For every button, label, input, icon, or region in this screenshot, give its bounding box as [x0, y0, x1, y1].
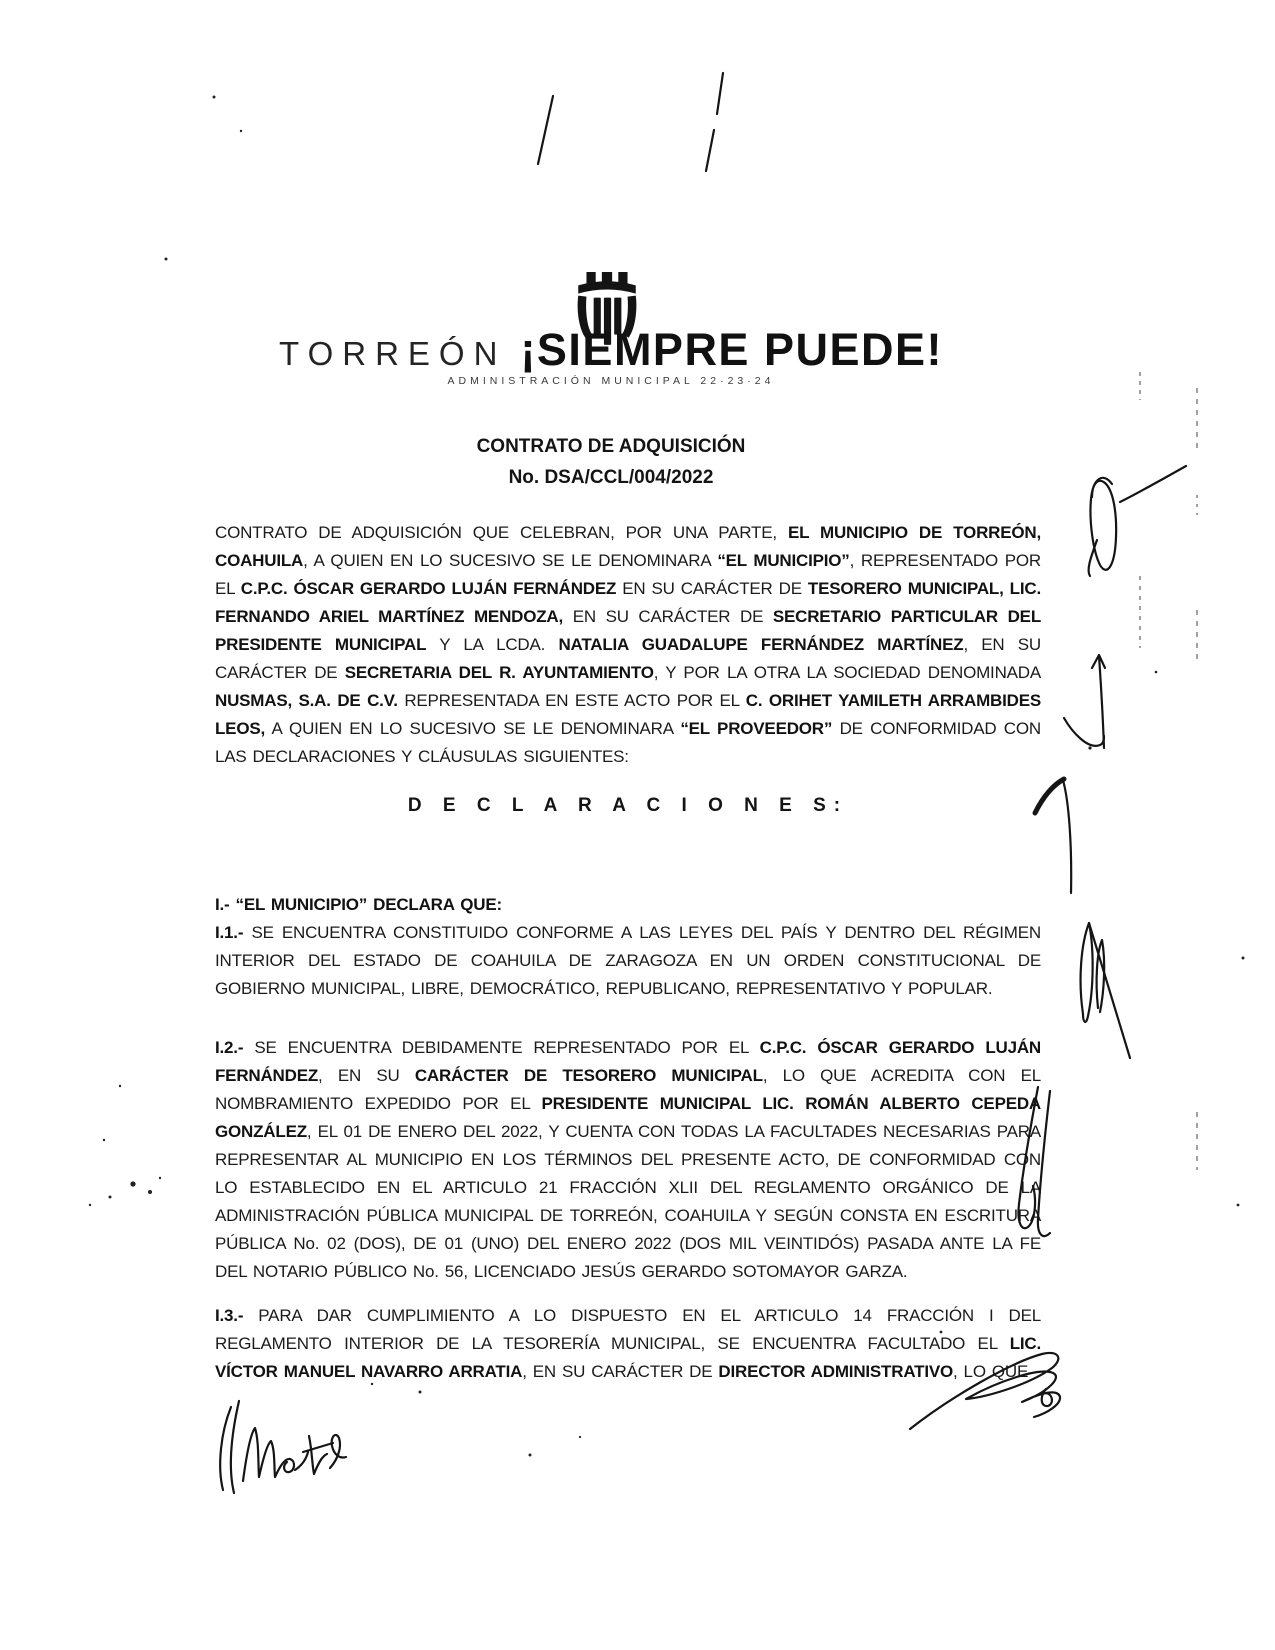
logo-slogan-text: ¡SIEMPRE PUEDE! [520, 324, 943, 375]
clause-i2-paragraph: I.2.- SE ENCUENTRA DEBIDAMENTE REPRESENTADO POR EL C.P.C. ÓSCAR GERARDO LUJÁN FERNÁNDEZ, EN SU CARÁCTER DE TESORERO MUNICIPAL, LO QUE ACREDITA CON EL NOMBRAMIENTO EXPEDIDO POR EL PRESIDENTE MUNICIPAL LIC. ROMÁN ALBERTO CEPEDA GONZÁLEZ, EL 01 DE ENERO DEL 2022, Y CUENTA CON TODAS LA FACULTADES NECESARIAS PARA REPRESENTAR AL MUNICIPIO EN LOS TÉRMINOS DEL PRESENTE ACTO, DE CONFORMIDAD CON LO ESTABLECIDO EN EL ARTICULO 21 FRACCIÓN XLII DEL REGLAMENTO ORGÁNICO DE LA ADMINISTRACIÓN PÚBLICA MUNICIPAL DE TORREÓN, COAHUILA Y SEGÚN CONSTA EN ESCRITURA PÚBLICA No. 02 (DOS), DE 01 (UNO) DEL ENERO 2022 (DOS MIL VEINTIDÓS) PASADA ANTE LA FE DEL NOTARIO PÚBLICO No. 56, LICENCIADO JESÚS GERARDO SOTOMAYOR GARZA. [215, 1038, 1042, 1281]
logo-brand-text: TORREÓN [279, 335, 507, 372]
clause-i3-paragraph: I.3.- PARA DAR CUMPLIMIENTO A LO DISPUESTO EN EL ARTICULO 14 FRACCIÓN I DEL REGLAMENTO INTERIOR DE LA TESORERÍA MUNICIPAL, SE ENCUENTRA FACULTADO EL LIC. VÍCTOR MANUEL NAVARRO ARRATIA, EN SU CARÁCTER DE DIRECTOR ADMINISTRATIVO, LO QUE [215, 1306, 1041, 1381]
contract-number: No. DSA/CCL/004/2022 [508, 467, 714, 488]
document-title-block [0, 431, 1222, 493]
intro-paragraph: CONTRATO DE ADQUISICIÓN QUE CELEBRAN, POR UNA PARTE, EL MUNICIPIO DE TORREÓN, COAHUILA, A QUIEN EN LO SUCESIVO SE LE DENOMINARA “EL MUNICIPIO”, REPRESENTADO POR EL C.P.C. ÓSCAR GERARDO LUJÁN FERNÁNDEZ EN SU CARÁCTER DE TESORERO MUNICIPAL, LIC. FERNANDO ARIEL MARTÍNEZ MENDOZA, EN SU CARÁCTER DE SECRETARIO PARTICULAR DEL PRESIDENTE MUNICIPAL Y LA LCDA. NATALIA GUADALUPE FERNÁNDEZ MARTÍNEZ, EN SU CARÁCTER DE SECRETARIA DEL R. AYUNTAMIENTO, Y POR LA OTRA LA SOCIEDAD DENOMINADA NUSMAS, S.A. DE C.V. REPRESENTADA EN ESTE ACTO POR EL C. ORIHET YAMILETH ARRAMBIDES LEOS, A QUIEN EN LO SUCESIVO SE LE DENOMINARA “EL PROVEEDOR” DE CONFORMIDAD CON LAS DECLARACIONES Y CLÁUSULAS SIGUIENTES: [215, 523, 1042, 766]
margin-check-initial [1064, 655, 1105, 748]
municipio-declara-heading: I.- “EL MUNICIPIO” DECLARA QUE: [215, 895, 502, 914]
margin-double-loop-initial [1081, 923, 1130, 1058]
top-stray-slash-marks [538, 73, 723, 171]
declarations-heading: D E C L A R A C I O N E S: [407, 795, 849, 816]
document-title: CONTRATO DE ADQUISICIÓN [476, 436, 746, 457]
logo-wordmark [0, 324, 1222, 376]
clause-i1-paragraph: I.1.- SE ENCUENTRA CONSTITUIDO CONFORME A LAS LEYES DEL PAÍS Y DENTRO DEL RÉGIMEN INTERIOR DEL ESTADO DE COAHUILA DE ZARAGOZA EN UN ORDEN CONSTITUCIONAL DE GOBIERNO MUNICIPAL, LIBRE, DEMOCRÁTICO, REPUBLICANO, REPRESENTATIVO Y POPULAR. [215, 923, 1041, 998]
logo-subtitle: ADMINISTRACIÓN MUNICIPAL 22·23·24 [447, 375, 775, 387]
bottom-left-signature [220, 1401, 346, 1493]
